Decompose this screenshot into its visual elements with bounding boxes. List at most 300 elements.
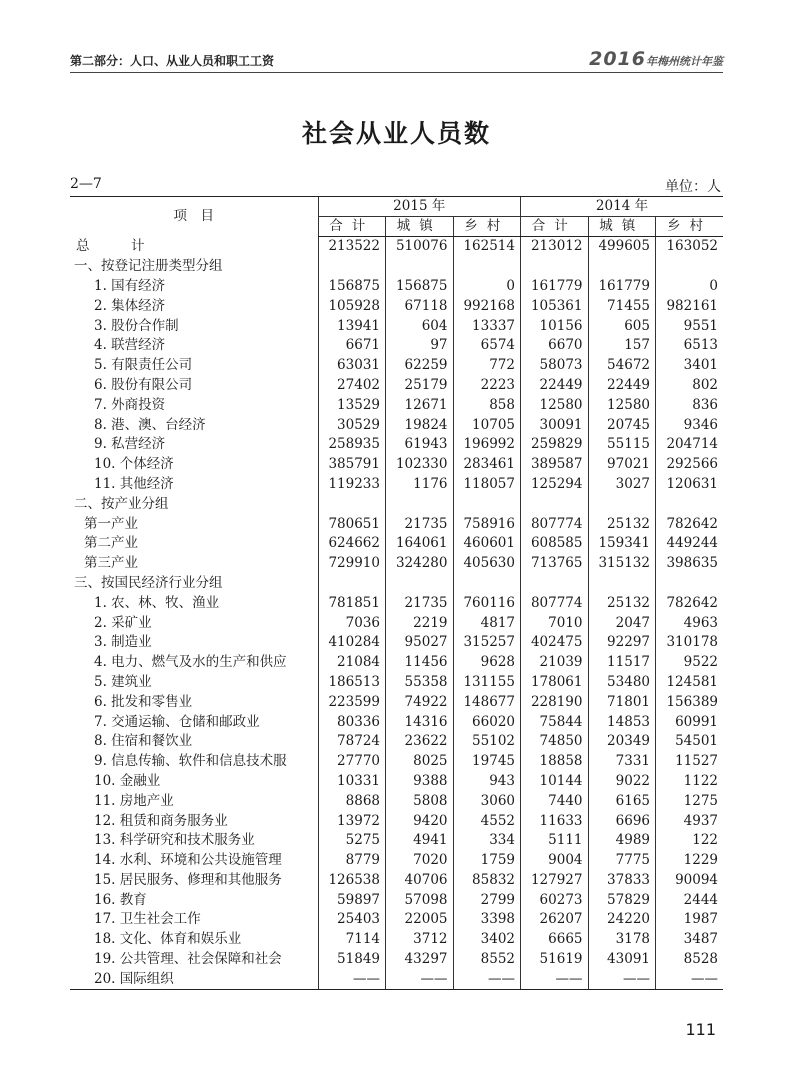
value-cell: 213012	[521, 237, 589, 257]
value-cell: 25179	[386, 376, 454, 396]
row-label: 3. 股份合作制	[94, 317, 179, 334]
value-cell: 40706	[386, 871, 454, 891]
row-label: 9. 信息传输、软件和信息技术服	[94, 753, 287, 770]
value-cell: 6671	[318, 336, 386, 356]
value-cell: 164061	[386, 534, 454, 554]
value-cell: ——	[386, 969, 454, 989]
value-cell	[588, 494, 656, 514]
value-cell: 25132	[588, 593, 656, 613]
value-cell: 510076	[386, 237, 454, 257]
value-cell: 10331	[318, 772, 386, 792]
row-label: 6. 股份有限公司	[94, 376, 193, 393]
value-cell: 10144	[521, 772, 589, 792]
value-cell: 608585	[521, 534, 589, 554]
value-cell: 7010	[521, 613, 589, 633]
value-cell: 460601	[453, 534, 521, 554]
value-cell	[521, 257, 589, 277]
value-cell: 122	[656, 831, 724, 851]
table-row	[70, 257, 723, 277]
value-cell: 10705	[453, 415, 521, 435]
employment-table	[70, 196, 723, 990]
row-label: 11. 其他经济	[94, 475, 174, 492]
book-title	[589, 48, 723, 70]
value-cell: 21039	[521, 653, 589, 673]
value-cell: 186513	[318, 673, 386, 693]
item-column-header: 项 目	[70, 197, 318, 237]
value-cell: 18858	[521, 752, 589, 772]
value-cell: 26207	[521, 910, 589, 930]
value-cell: 27770	[318, 752, 386, 772]
value-cell: 43297	[386, 950, 454, 970]
row-label: 1. 农、林、牧、渔业	[94, 594, 220, 611]
value-cell: 5111	[521, 831, 589, 851]
value-cell: 13529	[318, 395, 386, 415]
value-cell: 178061	[521, 673, 589, 693]
row-label: 3. 制造业	[94, 634, 152, 651]
value-cell: 102330	[386, 455, 454, 475]
value-cell: 61943	[386, 435, 454, 455]
row-label: 8. 港、澳、台经济	[94, 416, 206, 433]
value-cell: 124581	[656, 673, 724, 693]
value-cell: 161779	[521, 277, 589, 297]
value-cell: 156875	[386, 277, 454, 297]
row-label: 15. 居民服务、修理和其他服务	[94, 871, 282, 888]
table-row	[70, 356, 723, 376]
value-cell: 85832	[453, 871, 521, 891]
value-cell: 2799	[453, 890, 521, 910]
sub-header-total: 合计	[521, 217, 589, 237]
table-row	[70, 574, 723, 594]
value-cell: 7440	[521, 791, 589, 811]
value-cell: 2047	[588, 613, 656, 633]
value-cell: 54501	[656, 732, 724, 752]
value-cell: 53480	[588, 673, 656, 693]
row-label: 16. 教育	[94, 891, 147, 908]
value-cell: 148677	[453, 692, 521, 712]
value-cell: 315132	[588, 554, 656, 574]
value-cell	[656, 574, 724, 594]
value-cell: 0	[453, 277, 521, 297]
value-cell: 605	[588, 316, 656, 336]
value-cell: 4989	[588, 831, 656, 851]
row-label: 总 计	[76, 238, 159, 255]
table-row	[70, 653, 723, 673]
row-label: 一、按登记注册类型分组	[74, 258, 223, 275]
value-cell: 27402	[318, 376, 386, 396]
value-cell: 118057	[453, 475, 521, 495]
value-cell: 1176	[386, 475, 454, 495]
value-cell: 119233	[318, 475, 386, 495]
value-cell: 95027	[386, 633, 454, 653]
table-row	[70, 534, 723, 554]
value-cell: ——	[588, 969, 656, 989]
value-cell: 8552	[453, 950, 521, 970]
value-cell: 2219	[386, 613, 454, 633]
table-row	[70, 950, 723, 970]
row-label: 7. 交通运输、仓储和邮政业	[94, 713, 260, 730]
value-cell: 60991	[656, 712, 724, 732]
value-cell: 9346	[656, 415, 724, 435]
value-cell: 105361	[521, 296, 589, 316]
value-cell: 310178	[656, 633, 724, 653]
sub-header-urban: 城镇	[386, 217, 454, 237]
value-cell	[656, 494, 724, 514]
row-label: 14. 水利、环境和公共设施管理	[94, 852, 282, 869]
value-cell: 57098	[386, 890, 454, 910]
row-label: 11. 房地产业	[94, 792, 174, 809]
value-cell: 858	[453, 395, 521, 415]
value-cell: 6513	[656, 336, 724, 356]
value-cell: 156875	[318, 277, 386, 297]
value-cell: 59897	[318, 890, 386, 910]
table-code: 2—7	[70, 176, 102, 192]
table-row	[70, 811, 723, 831]
value-cell	[318, 257, 386, 277]
value-cell: 780651	[318, 514, 386, 534]
value-cell: 13972	[318, 811, 386, 831]
value-cell: 1229	[656, 851, 724, 871]
value-cell	[588, 257, 656, 277]
value-cell: 398635	[656, 554, 724, 574]
value-cell: 25403	[318, 910, 386, 930]
value-cell	[318, 494, 386, 514]
table-row	[70, 772, 723, 792]
row-label: 三、按国民经济行业分组	[74, 574, 223, 591]
value-cell: 43091	[588, 950, 656, 970]
value-cell: 807774	[521, 514, 589, 534]
value-cell: 3401	[656, 356, 724, 376]
row-label: 第三产业	[84, 555, 138, 572]
value-cell: 13337	[453, 316, 521, 336]
value-cell: 13941	[318, 316, 386, 336]
sub-header-rural: 乡村	[453, 217, 521, 237]
value-cell	[453, 257, 521, 277]
value-cell: ——	[453, 969, 521, 989]
value-cell: 157	[588, 336, 656, 356]
value-cell: 51619	[521, 950, 589, 970]
table-row	[70, 514, 723, 534]
value-cell: 782642	[656, 593, 724, 613]
row-label: 6. 批发和零售业	[94, 693, 193, 710]
row-label: 9. 私营经济	[94, 436, 166, 453]
value-cell: 8025	[386, 752, 454, 772]
value-cell: 782642	[656, 514, 724, 534]
table-row	[70, 692, 723, 712]
table-row	[70, 435, 723, 455]
unit-label: 单位：人	[665, 179, 721, 195]
value-cell: 4937	[656, 811, 724, 831]
value-cell: 6165	[588, 791, 656, 811]
value-cell	[521, 574, 589, 594]
value-cell: 62259	[386, 356, 454, 376]
value-cell: 4817	[453, 613, 521, 633]
value-cell: 90094	[656, 871, 724, 891]
value-cell: 2444	[656, 890, 724, 910]
value-cell: 3487	[656, 930, 724, 950]
value-cell: 159341	[588, 534, 656, 554]
table-row	[70, 554, 723, 574]
value-cell: 3060	[453, 791, 521, 811]
value-cell: 60273	[521, 890, 589, 910]
value-cell: 66020	[453, 712, 521, 732]
row-label: 8. 住宿和餐饮业	[94, 733, 193, 750]
value-cell: 14316	[386, 712, 454, 732]
value-cell: 21084	[318, 653, 386, 673]
value-cell: 3712	[386, 930, 454, 950]
table-row	[70, 395, 723, 415]
value-cell: 24220	[588, 910, 656, 930]
year-header-2015: 2015 年	[318, 197, 521, 217]
value-cell: 405630	[453, 554, 521, 574]
value-cell: 385791	[318, 455, 386, 475]
value-cell: 449244	[656, 534, 724, 554]
table-row	[70, 593, 723, 613]
row-label: 5. 有限责任公司	[94, 357, 193, 374]
value-cell	[521, 494, 589, 514]
value-cell	[453, 494, 521, 514]
table-row	[70, 613, 723, 633]
table-row	[70, 316, 723, 336]
value-cell: 6574	[453, 336, 521, 356]
value-cell: 807774	[521, 593, 589, 613]
value-cell	[453, 574, 521, 594]
value-cell: 3402	[453, 930, 521, 950]
value-cell	[386, 494, 454, 514]
value-cell	[588, 574, 656, 594]
value-cell: 105928	[318, 296, 386, 316]
value-cell: 3398	[453, 910, 521, 930]
table-body	[70, 237, 723, 990]
table-row	[70, 277, 723, 297]
row-label: 18. 文化、体育和娱乐业	[94, 931, 242, 948]
value-cell: 55102	[453, 732, 521, 752]
value-cell: 67118	[386, 296, 454, 316]
row-label: 5. 建筑业	[94, 673, 152, 690]
value-cell: 131155	[453, 673, 521, 693]
value-cell: 57829	[588, 890, 656, 910]
value-cell: 71801	[588, 692, 656, 712]
value-cell: 0	[656, 277, 724, 297]
value-cell: 22449	[521, 376, 589, 396]
value-cell: 2223	[453, 376, 521, 396]
value-cell: 259829	[521, 435, 589, 455]
value-cell: 604	[386, 316, 454, 336]
value-cell: 228190	[521, 692, 589, 712]
value-cell: 21735	[386, 593, 454, 613]
value-cell	[386, 257, 454, 277]
value-cell: 624662	[318, 534, 386, 554]
value-cell: 223599	[318, 692, 386, 712]
value-cell: 97021	[588, 455, 656, 475]
row-label: 第二产业	[84, 535, 138, 552]
value-cell: 1275	[656, 791, 724, 811]
table-row	[70, 930, 723, 950]
value-cell: 7331	[588, 752, 656, 772]
value-cell: 213522	[318, 237, 386, 257]
value-cell: 3027	[588, 475, 656, 495]
value-cell: 5275	[318, 831, 386, 851]
value-cell: 37833	[588, 871, 656, 891]
value-cell: 772	[453, 356, 521, 376]
sub-header-urban: 城镇	[588, 217, 656, 237]
row-label: 13. 科学研究和技术服务业	[94, 832, 255, 849]
table-row	[70, 673, 723, 693]
table-row	[70, 752, 723, 772]
table-row	[70, 831, 723, 851]
sub-header-rural: 乡村	[656, 217, 724, 237]
value-cell: 92297	[588, 633, 656, 653]
row-label: 19. 公共管理、社会保障和社会	[94, 951, 282, 968]
value-cell: 25132	[588, 514, 656, 534]
page-title: 社会从业人员数	[301, 119, 491, 148]
value-cell: 163052	[656, 237, 724, 257]
value-cell: 30529	[318, 415, 386, 435]
running-header	[70, 50, 723, 70]
value-cell: 713765	[521, 554, 589, 574]
page-number: 111	[685, 1020, 716, 1039]
value-cell: 7020	[386, 851, 454, 871]
value-cell: 20349	[588, 732, 656, 752]
value-cell: 760116	[453, 593, 521, 613]
value-cell: 9388	[386, 772, 454, 792]
value-cell: 19824	[386, 415, 454, 435]
value-cell: 5808	[386, 791, 454, 811]
value-cell: 4963	[656, 613, 724, 633]
value-cell: 22449	[588, 376, 656, 396]
table-container	[70, 196, 723, 990]
table-row	[70, 712, 723, 732]
table-row	[70, 296, 723, 316]
table-row	[70, 494, 723, 514]
value-cell: 161779	[588, 277, 656, 297]
value-cell: 7114	[318, 930, 386, 950]
value-cell: 11633	[521, 811, 589, 831]
value-cell: 14853	[588, 712, 656, 732]
value-cell: 943	[453, 772, 521, 792]
table-row	[70, 851, 723, 871]
value-cell: 204714	[656, 435, 724, 455]
value-cell: 156389	[656, 692, 724, 712]
value-cell: 19745	[453, 752, 521, 772]
value-cell: 11527	[656, 752, 724, 772]
value-cell: 9420	[386, 811, 454, 831]
row-label: 4. 联营经济	[94, 337, 166, 354]
value-cell: 30091	[521, 415, 589, 435]
value-cell: 4552	[453, 811, 521, 831]
value-cell: 258935	[318, 435, 386, 455]
row-label: 1. 国有经济	[94, 277, 166, 294]
value-cell: 410284	[318, 633, 386, 653]
value-cell: 9551	[656, 316, 724, 336]
value-cell: 11456	[386, 653, 454, 673]
value-cell: ——	[656, 969, 724, 989]
table-row	[70, 871, 723, 891]
row-label: 2. 集体经济	[94, 297, 166, 314]
header-rule	[70, 72, 723, 73]
value-cell: 10156	[521, 316, 589, 336]
year-header-2014: 2014 年	[521, 197, 724, 217]
value-cell: 12671	[386, 395, 454, 415]
value-cell: 324280	[386, 554, 454, 574]
value-cell: 334	[453, 831, 521, 851]
value-cell: 120631	[656, 475, 724, 495]
value-cell: 55358	[386, 673, 454, 693]
table-row	[70, 336, 723, 356]
value-cell: 729910	[318, 554, 386, 574]
value-cell: 389587	[521, 455, 589, 475]
value-cell: 6696	[588, 811, 656, 831]
row-label: 7. 外商投资	[94, 396, 166, 413]
value-cell: 20745	[588, 415, 656, 435]
value-cell: 125294	[521, 475, 589, 495]
row-label: 10. 个体经济	[94, 456, 174, 473]
value-cell: 4941	[386, 831, 454, 851]
row-label: 20. 国际组织	[70, 969, 318, 989]
value-cell: 292566	[656, 455, 724, 475]
value-cell: 74922	[386, 692, 454, 712]
value-cell: 836	[656, 395, 724, 415]
value-cell: 75844	[521, 712, 589, 732]
value-cell: 982161	[656, 296, 724, 316]
value-cell: 54672	[588, 356, 656, 376]
value-cell: 58073	[521, 356, 589, 376]
value-cell: 6670	[521, 336, 589, 356]
row-label: 2. 采矿业	[94, 614, 152, 631]
value-cell: 6665	[521, 930, 589, 950]
table-row	[70, 455, 723, 475]
value-cell: 9004	[521, 851, 589, 871]
value-cell: 11517	[588, 653, 656, 673]
value-cell: 283461	[453, 455, 521, 475]
table-row	[70, 237, 723, 257]
value-cell: 1759	[453, 851, 521, 871]
value-cell: 992168	[453, 296, 521, 316]
table-row	[70, 910, 723, 930]
sub-header-total: 合计	[318, 217, 386, 237]
table-row	[70, 475, 723, 495]
row-label: 10. 金融业	[94, 772, 161, 789]
table-row	[70, 415, 723, 435]
value-cell: 8779	[318, 851, 386, 871]
value-cell: 802	[656, 376, 724, 396]
row-label: 第一产业	[84, 515, 138, 532]
row-label: 4. 电力、燃气及水的生产和供应	[94, 654, 287, 671]
value-cell	[318, 574, 386, 594]
value-cell: 97	[386, 336, 454, 356]
table-row	[70, 969, 723, 989]
value-cell: 63031	[318, 356, 386, 376]
table-row	[70, 791, 723, 811]
table-row	[70, 376, 723, 396]
value-cell: 71455	[588, 296, 656, 316]
value-cell: 9022	[588, 772, 656, 792]
table-row	[70, 633, 723, 653]
value-cell: 1987	[656, 910, 724, 930]
section-label: 第二部分：人口、从业人员和职工工资	[70, 54, 275, 68]
value-cell: 74850	[521, 732, 589, 752]
value-cell: 758916	[453, 514, 521, 534]
value-cell: ——	[521, 969, 589, 989]
row-label: 17. 卫生社会工作	[94, 911, 201, 928]
value-cell: 1122	[656, 772, 724, 792]
value-cell: 402475	[521, 633, 589, 653]
table-row	[70, 732, 723, 752]
value-cell: 22005	[386, 910, 454, 930]
value-cell: 78724	[318, 732, 386, 752]
value-cell: 12580	[521, 395, 589, 415]
table-row	[70, 890, 723, 910]
value-cell: 21735	[386, 514, 454, 534]
